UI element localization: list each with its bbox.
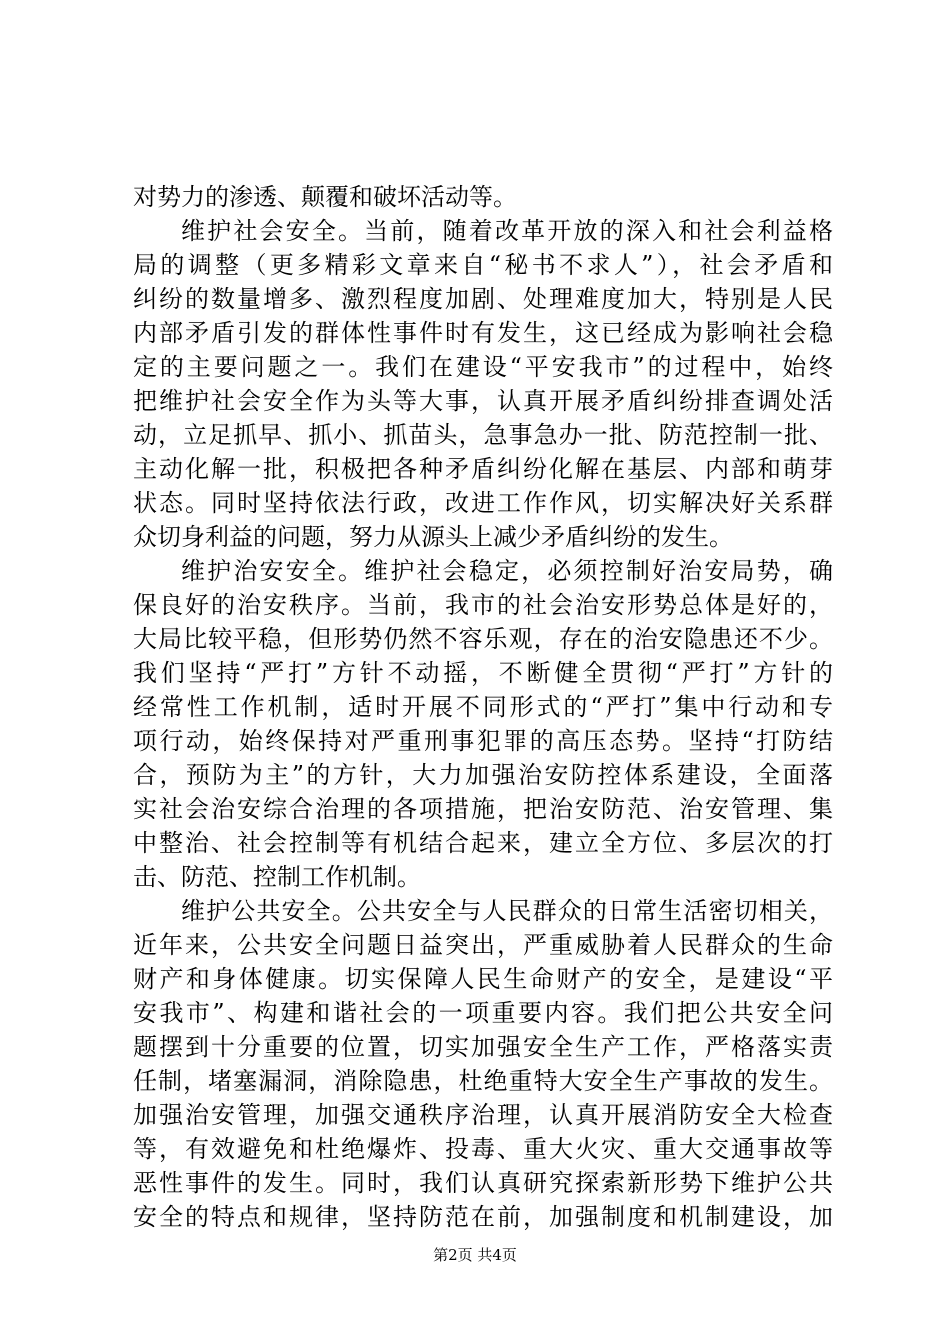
paragraph-line: 维护社会安全。当前，随着改革开放的深入和社会利益格: [181, 217, 833, 245]
paragraph-line: 任制，堵塞漏洞，消除隐患，杜绝重特大安全生产事故的发生。: [133, 1067, 833, 1095]
paragraph-line: 合，预防为主”的方针，大力加强治安防控体系建设，全面落: [133, 761, 833, 789]
paragraph-line: 近年来，公共安全问题日益突出，严重威胁着人民群众的生命: [133, 931, 833, 959]
paragraph-line: 动，立足抓早、抓小、抓苗头，急事急办一批、防范控制一批、: [133, 421, 833, 449]
paragraph-line: 内部矛盾引发的群体性事件时有发生，这已经成为影响社会稳: [133, 319, 833, 347]
paragraph-line: 项行动，始终保持对严重刑事犯罪的高压态势。坚持“打防结: [133, 727, 833, 755]
paragraph-line: 等，有效避免和杜绝爆炸、投毒、重大火灾、重大交通事故等: [133, 1135, 833, 1163]
paragraph-line: 局的调整（更多精彩文章来自“秘书不求人”），社会矛盾和: [133, 251, 833, 279]
paragraph-line: 恶性事件的发生。同时，我们认真研究探索新形势下维护公共: [133, 1169, 833, 1197]
paragraph-line: 状态。同时坚持依法行政，改进工作作风，切实解决好关系群: [133, 489, 833, 517]
paragraph-line: 大局比较平稳，但形势仍然不容乐观，存在的治安隐患还不少。: [133, 625, 833, 653]
paragraph-line: 众切身利益的问题，努力从源头上减少矛盾纠纷的发生。: [133, 523, 733, 551]
paragraph-line: 维护公共安全。公共安全与人民群众的日常生活密切相关，: [181, 897, 833, 925]
paragraph-line: 把维护社会安全作为头等大事，认真开展矛盾纠纷排查调处活: [133, 387, 833, 415]
paragraph-line: 主动化解一批，积极把各种矛盾纠纷化解在基层、内部和萌芽: [133, 455, 833, 483]
paragraph-line: 我们坚持“严打”方针不动摇，不断健全贯彻“严打”方针的: [133, 659, 833, 687]
page-footer: 第2页 共4页: [433, 1246, 517, 1264]
paragraph-line: 定的主要问题之一。我们在建设“平安我市”的过程中，始终: [133, 353, 833, 381]
paragraph-line: 实社会治安综合治理的各项措施，把治安防范、治安管理、集: [133, 795, 833, 823]
paragraph-line: 安全的特点和规律，坚持防范在前，加强制度和机制建设，加: [133, 1203, 833, 1231]
paragraph-line: 安我市”、构建和谐社会的一项重要内容。我们把公共安全问: [133, 999, 833, 1027]
paragraph-line: 加强治安管理，加强交通秩序治理，认真开展消防安全大检查: [133, 1101, 833, 1129]
paragraph-line: 中整治、社会控制等有机结合起来，建立全方位、多层次的打: [133, 829, 833, 857]
paragraph-line: 对势力的渗透、颠覆和破坏活动等。: [133, 183, 517, 211]
paragraph-line: 财产和身体健康。切实保障人民生命财产的安全，是建设“平: [133, 965, 833, 993]
paragraph-line: 纠纷的数量增多、激烈程度加剧、处理难度加大，特别是人民: [133, 285, 833, 313]
paragraph-line: 保良好的治安秩序。当前，我市的社会治安形势总体是好的，: [133, 591, 833, 619]
paragraph-line: 击、防范、控制工作机制。: [133, 863, 421, 891]
paragraph-line: 题摆到十分重要的位置，切实加强安全生产工作，严格落实责: [133, 1033, 833, 1061]
paragraph-line: 维护治安安全。维护社会稳定，必须控制好治安局势，确: [181, 557, 833, 585]
paragraph-line: 经常性工作机制，适时开展不同形式的“严打”集中行动和专: [133, 693, 833, 721]
